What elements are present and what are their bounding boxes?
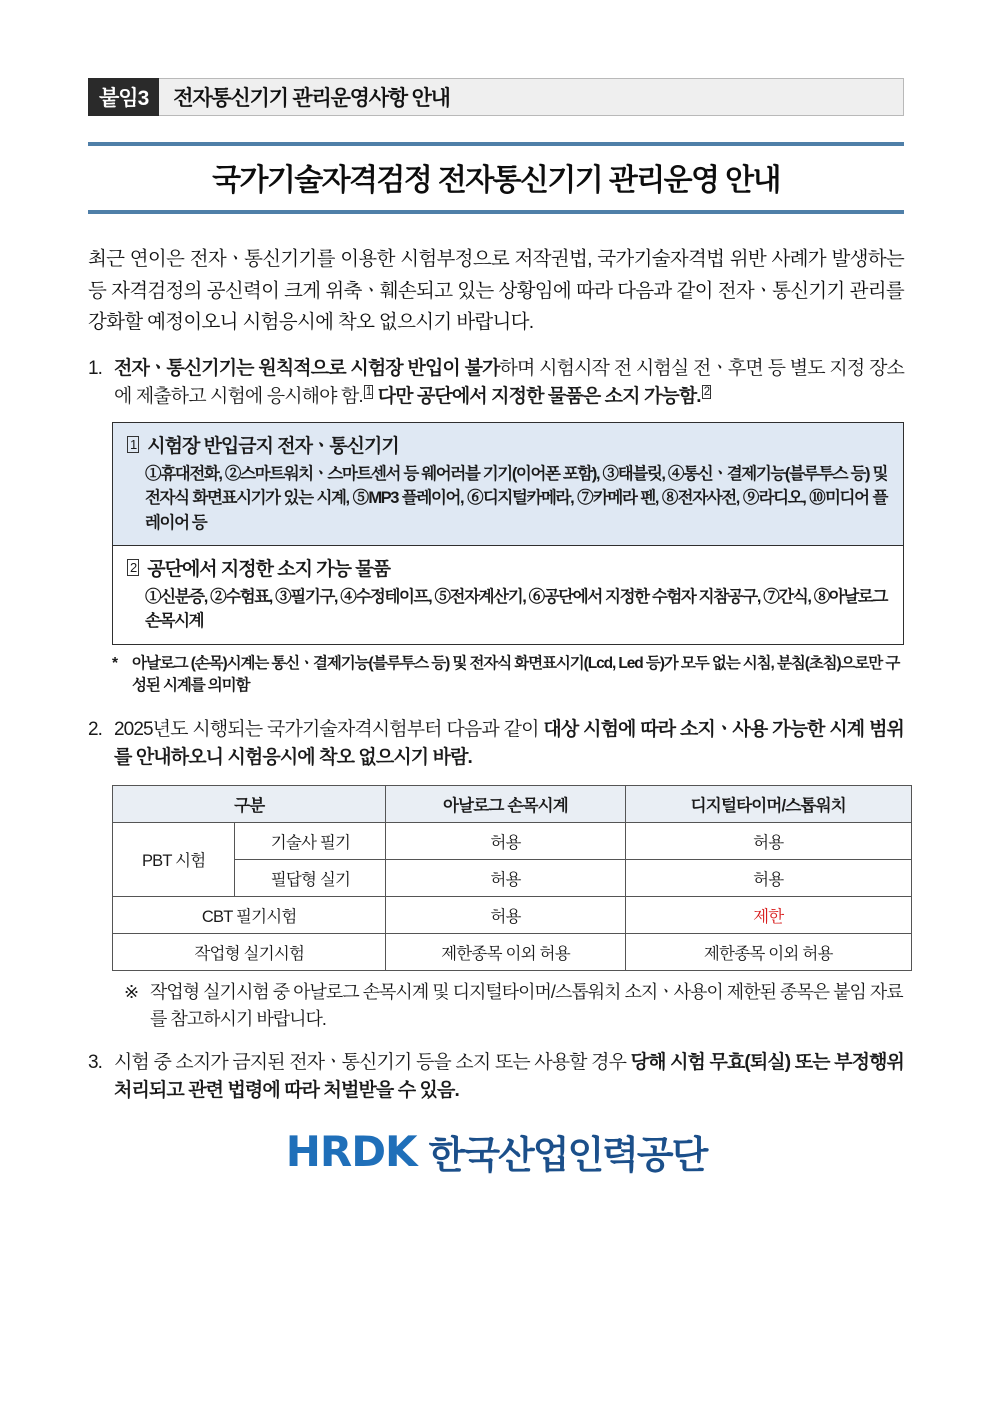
- item1-text-b: 하며 시험시작 전 시험실 전ㆍ후면 등 별도 지정 장소에 제출하고 시험에 응시해야 함.: [114, 357, 904, 408]
- box-section-1-heading: [113, 423, 903, 462]
- item-number: 1.: [88, 357, 102, 379]
- watch-permission-table: [112, 785, 912, 971]
- table-header-cell: 구분: [113, 785, 386, 822]
- box-section-1-title: 시험장 반입금지 전자ㆍ통신기기: [147, 435, 399, 457]
- item2-text-b: 대상 시험에 따라 소지ㆍ사용 가능한 시계 범위를 안내하오니 시험응시에 착오 없으시기 바람.: [114, 718, 904, 769]
- table-header-cell: 아날로그 손목시계: [386, 785, 625, 822]
- table-cell-sub: 기술사 필기: [235, 822, 386, 859]
- item-body: [114, 355, 904, 412]
- intro-paragraph: 최근 연이은 전자ㆍ통신기기를 이용한 시험부정으로 저작권법, 국가기술자격법 위반 사례가 발생하는 등 자격검정의 공신력이 크게 위축ㆍ훼손되고 있는 상황임에 따라 다음과 같이 전자ㆍ통신기기 관리를 강화할 예정이오니 시험응시에 착오 없으시기 바랍니다.: [88, 248, 904, 334]
- box-marker-1: 1: [127, 436, 139, 453]
- attachment-tag: 붙임3: [88, 78, 159, 116]
- list-item: [88, 716, 904, 773]
- item-number: 3.: [88, 1051, 102, 1073]
- superscript-marker-1: 1: [365, 385, 372, 398]
- table-row: [113, 896, 912, 933]
- note-text: 작업형 실기시험 중 아날로그 손목시계 및 디지털타이머/스톱워치 소지ㆍ사용이 제한된 종목은 붙임 자료를 참고하시기 바랍니다.: [150, 981, 903, 1029]
- note-symbol: ※: [124, 981, 139, 1002]
- attachment-title: 전자통신기기 관리운영사항 안내: [159, 78, 904, 116]
- footer-logo: [88, 1124, 904, 1179]
- banner: [88, 142, 904, 214]
- table-cell-digital: 제한종목 이외 허용: [625, 933, 911, 970]
- hrdk-logo: [286, 1124, 707, 1179]
- item3-text-b: 당해 시험 무효(퇴실) 또는 부정행위 처리되고 관련 법령에 따라 처벌받을 수 있음.: [114, 1051, 904, 1102]
- list-item: [88, 1049, 904, 1106]
- table-cell-analog: 제한종목 이외 허용: [386, 933, 625, 970]
- table-cell-digital: 제한: [625, 896, 911, 933]
- table-cell-analog: 허용: [386, 896, 625, 933]
- footnote: [112, 653, 904, 698]
- item-number: 2.: [88, 718, 102, 740]
- hrdk-korean-name: 한국산업인력공단: [428, 1134, 707, 1177]
- item-body: [114, 1049, 904, 1106]
- footnote-symbol: *: [112, 654, 117, 672]
- table-cell-analog: 허용: [386, 859, 625, 896]
- table-cell-group: CBT 필기시험: [113, 896, 386, 933]
- attachment-header: [88, 78, 904, 116]
- box-section-prohibited: [113, 423, 903, 546]
- item1-text-c: 다만 공단에서 지정한 물품은 소지 가능함.: [377, 386, 701, 408]
- table-cell-group: PBT 시험: [113, 822, 235, 896]
- item-body: [114, 716, 904, 773]
- table-row: [113, 933, 912, 970]
- table-cell-digital: 허용: [625, 859, 911, 896]
- hrdk-wordmark: HRDK: [285, 1126, 417, 1176]
- footnote-text: 아날로그 (손목)시계는 통신ㆍ결제기능(블루투스 등) 및 전자식 화면표시기(Lcd, Led 등)가 모두 없는 시침, 분침(초침)으로만 구성된 시계를 의미함: [132, 654, 900, 695]
- table-note: [124, 979, 904, 1033]
- box-section-2-heading: [113, 546, 903, 585]
- table-header-row: [113, 785, 912, 822]
- item2-text-a: 2025년도 시행되는 국가기술자격시험부터 다음과 같이: [114, 718, 544, 740]
- item3-text-a: 시험 중 소지가 금지된 전자ㆍ통신기기 등을 소지 또는 사용할 경우: [114, 1051, 631, 1073]
- table-header-cell: 디지털타이머/스톱워치: [625, 785, 911, 822]
- box-section-2-body: ①신분증, ②수험표, ③필기구, ④수정테이프, ⑤전자계산기, ⑥공단에서 지정한 수험자 지참공구, ⑦간식, ⑧아날로그 손목시계: [145, 587, 887, 631]
- table-cell-analog: 허용: [386, 822, 625, 859]
- box-marker-2: 2: [127, 559, 139, 576]
- table-cell-group: 작업형 실기시험: [113, 933, 386, 970]
- box-section-1-body: ①휴대전화, ②스마트워치ㆍ스마트센서 등 웨어러블 기기(이어폰 포함), ③태블릿, ④통신ㆍ결제기능(블루투스 등) 및 전자식 화면표시기가 있는 시계, ⑤MP3 플레이어, ⑥디지털카메라, ⑦카메라 펜, ⑧전자사전, ⑨라디오, ⑩미디어 플레이어 등: [145, 464, 887, 532]
- table-cell-sub: 필답형 실기: [235, 859, 386, 896]
- table-row: [113, 822, 912, 859]
- prohibited-allowed-box: [112, 422, 904, 645]
- list-item: [88, 355, 904, 412]
- box-section-allowed: [113, 546, 903, 644]
- page-title: 국가기술자격검정 전자통신기기 관리운영 안내: [212, 164, 780, 197]
- superscript-marker-2: 2: [703, 385, 710, 398]
- item1-text-a: 전자ㆍ통신기기는 원칙적으로 시험장 반입이 불가: [114, 357, 500, 379]
- table-cell-digital: 허용: [625, 822, 911, 859]
- box-section-2-title: 공단에서 지정한 소지 가능 물품: [147, 558, 390, 580]
